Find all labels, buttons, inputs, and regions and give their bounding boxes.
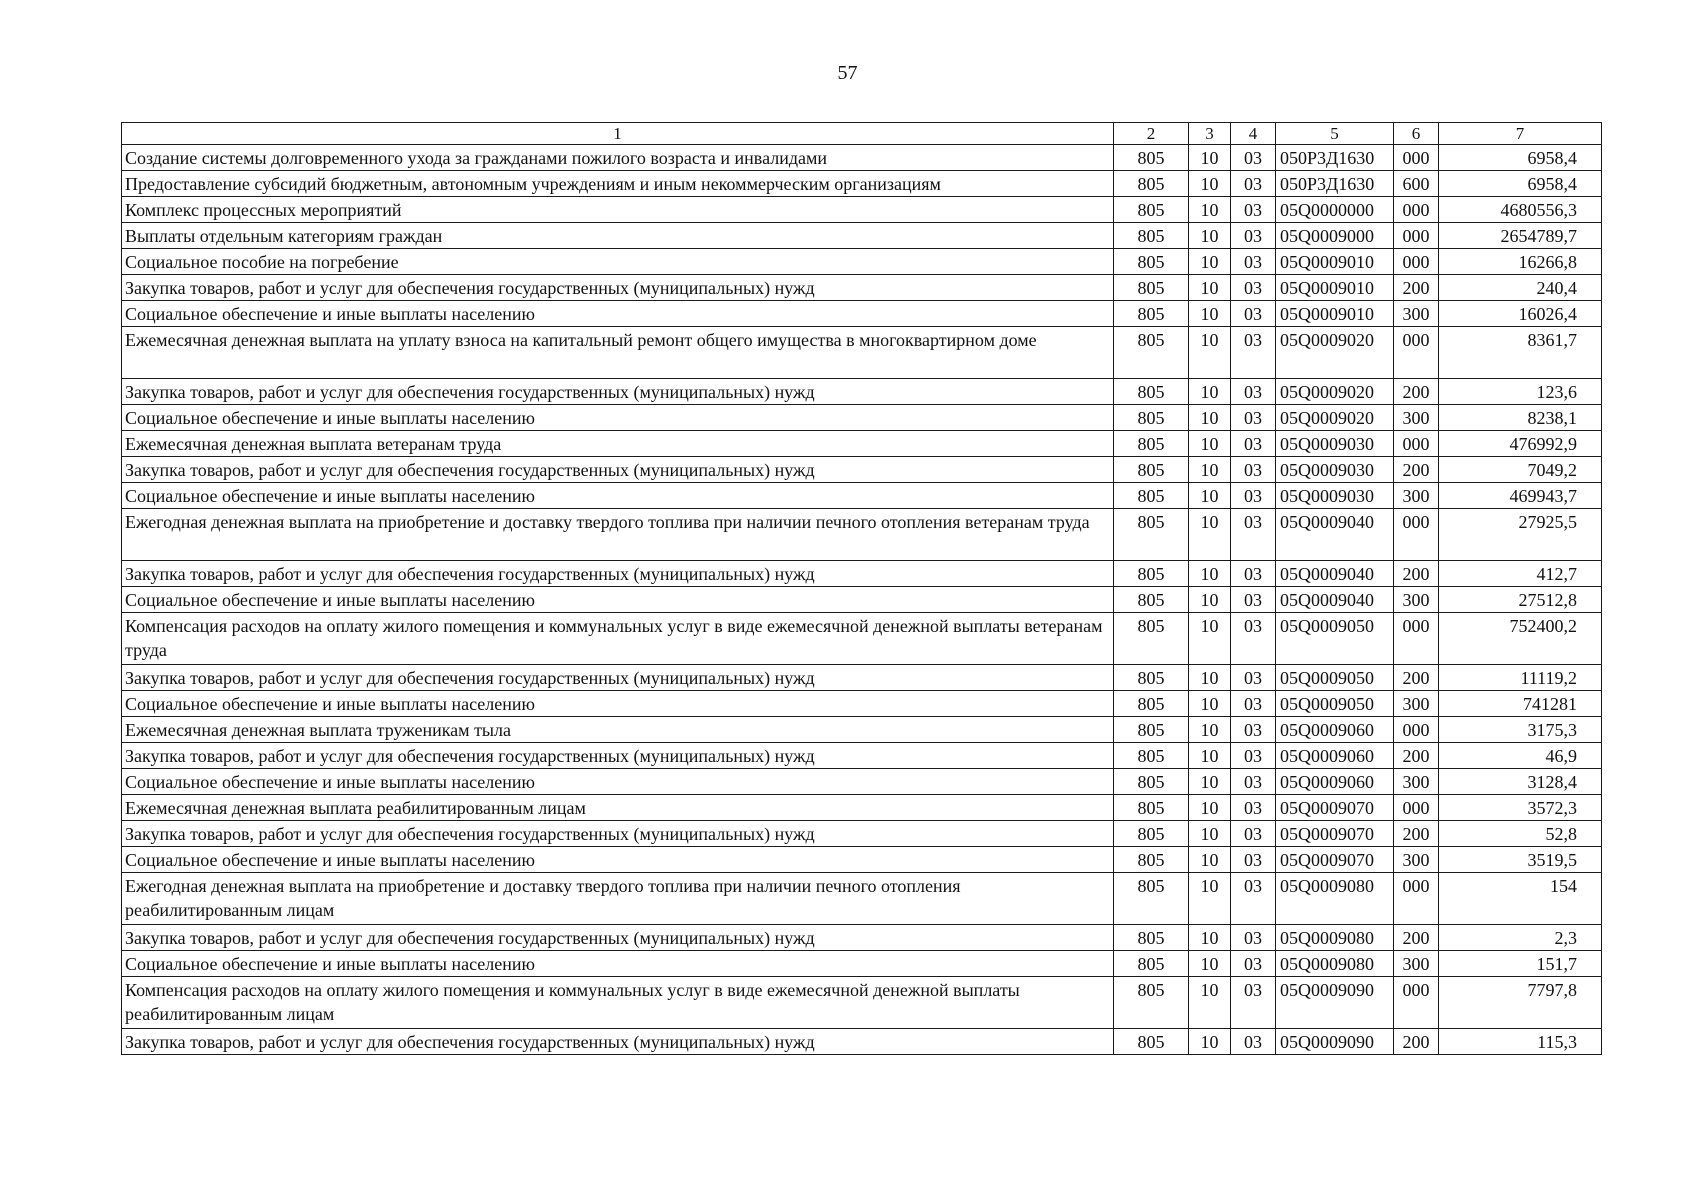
- cell-amount: 115,3: [1439, 1029, 1602, 1055]
- page-number: 57: [837, 62, 858, 84]
- cell-target-article: 05Q0009060: [1276, 717, 1394, 743]
- table-row: [122, 587, 1602, 613]
- cell-ministry-code: 805: [1114, 691, 1189, 717]
- cell-subsection: 03: [1231, 977, 1276, 1029]
- cell-expense-type: 000: [1394, 613, 1439, 665]
- header-cell-4: 4: [1231, 123, 1276, 145]
- cell-ministry-code: 805: [1114, 431, 1189, 457]
- cell-section: 10: [1189, 561, 1231, 587]
- cell-amount: 16026,4: [1439, 301, 1602, 327]
- cell-expense-type: 300: [1394, 691, 1439, 717]
- table-row: [122, 769, 1602, 795]
- cell-expense-type: 000: [1394, 249, 1439, 275]
- cell-target-article: 05Q0009030: [1276, 431, 1394, 457]
- cell-expense-type: 000: [1394, 197, 1439, 223]
- table-row: [122, 665, 1602, 691]
- table-row: [122, 847, 1602, 873]
- table-row: [122, 327, 1602, 379]
- cell-target-article: 05Q0009050: [1276, 691, 1394, 717]
- table-row: [122, 301, 1602, 327]
- table-row: [122, 145, 1602, 171]
- cell-section: 10: [1189, 847, 1231, 873]
- cell-section: 10: [1189, 951, 1231, 977]
- cell-ministry-code: 805: [1114, 275, 1189, 301]
- cell-section: 10: [1189, 301, 1231, 327]
- budget-table: [121, 122, 1602, 1055]
- header-cell-5: 5: [1276, 123, 1394, 145]
- header-cell-7: 7: [1439, 123, 1602, 145]
- cell-target-article: 050Р3Д1630: [1276, 171, 1394, 197]
- cell-subsection: 03: [1231, 587, 1276, 613]
- table-row: [122, 431, 1602, 457]
- cell-amount: 4680556,3: [1439, 197, 1602, 223]
- table-row: [122, 171, 1602, 197]
- table-row: [122, 405, 1602, 431]
- cell-target-article: 05Q0009030: [1276, 483, 1394, 509]
- header-cell-2: 2: [1114, 123, 1189, 145]
- cell-target-article: 05Q0009060: [1276, 743, 1394, 769]
- cell-amount: 476992,9: [1439, 431, 1602, 457]
- cell-amount: 412,7: [1439, 561, 1602, 587]
- cell-amount: 752400,2: [1439, 613, 1602, 665]
- cell-amount: 11119,2: [1439, 665, 1602, 691]
- cell-section: 10: [1189, 431, 1231, 457]
- cell-section: 10: [1189, 197, 1231, 223]
- cell-target-article: 05Q0009060: [1276, 769, 1394, 795]
- cell-expense-name: Компенсация расходов на оплату жилого помещения и коммунальных услуг в виде ежемесячной денежной выплаты реабилитированным лицам: [122, 977, 1114, 1029]
- cell-section: 10: [1189, 795, 1231, 821]
- cell-subsection: 03: [1231, 223, 1276, 249]
- cell-target-article: 050Р3Д1630: [1276, 145, 1394, 171]
- cell-expense-name: Закупка товаров, работ и услуг для обеспечения государственных (муниципальных) нужд: [122, 821, 1114, 847]
- header-cell-6: 6: [1394, 123, 1439, 145]
- cell-section: 10: [1189, 587, 1231, 613]
- cell-section: 10: [1189, 821, 1231, 847]
- cell-ministry-code: 805: [1114, 613, 1189, 665]
- cell-section: 10: [1189, 405, 1231, 431]
- cell-amount: 16266,8: [1439, 249, 1602, 275]
- cell-amount: 240,4: [1439, 275, 1602, 301]
- cell-subsection: 03: [1231, 405, 1276, 431]
- cell-ministry-code: 805: [1114, 405, 1189, 431]
- table-row: [122, 691, 1602, 717]
- cell-expense-type: 200: [1394, 379, 1439, 405]
- cell-target-article: 05Q0009020: [1276, 327, 1394, 379]
- cell-expense-type: 300: [1394, 301, 1439, 327]
- cell-expense-name: Социальное обеспечение и иные выплаты населению: [122, 691, 1114, 717]
- cell-ministry-code: 805: [1114, 301, 1189, 327]
- cell-expense-type: 300: [1394, 405, 1439, 431]
- table-row: [122, 717, 1602, 743]
- cell-expense-name: Ежемесячная денежная выплата труженикам тыла: [122, 717, 1114, 743]
- cell-target-article: 05Q0009090: [1276, 977, 1394, 1029]
- cell-ministry-code: 805: [1114, 1029, 1189, 1055]
- cell-expense-type: 300: [1394, 769, 1439, 795]
- cell-amount: 3175,3: [1439, 717, 1602, 743]
- cell-ministry-code: 805: [1114, 509, 1189, 561]
- cell-subsection: 03: [1231, 483, 1276, 509]
- cell-subsection: 03: [1231, 691, 1276, 717]
- cell-expense-name: Ежегодная денежная выплата на приобретение и доставку твердого топлива при наличии печного отопления ветеранам труда: [122, 509, 1114, 561]
- table-row: [122, 561, 1602, 587]
- cell-subsection: 03: [1231, 561, 1276, 587]
- cell-target-article: 05Q0009020: [1276, 405, 1394, 431]
- cell-expense-type: 200: [1394, 925, 1439, 951]
- cell-subsection: 03: [1231, 821, 1276, 847]
- cell-section: 10: [1189, 873, 1231, 925]
- table-row: [122, 1029, 1602, 1055]
- cell-amount: 8361,7: [1439, 327, 1602, 379]
- cell-expense-name: Закупка товаров, работ и услуг для обеспечения государственных (муниципальных) нужд: [122, 561, 1114, 587]
- cell-section: 10: [1189, 665, 1231, 691]
- cell-ministry-code: 805: [1114, 821, 1189, 847]
- cell-ministry-code: 805: [1114, 171, 1189, 197]
- cell-expense-type: 200: [1394, 743, 1439, 769]
- table-row: [122, 977, 1602, 1029]
- cell-expense-name: Закупка товаров, работ и услуг для обеспечения государственных (муниципальных) нужд: [122, 1029, 1114, 1055]
- cell-subsection: 03: [1231, 171, 1276, 197]
- table-row: [122, 821, 1602, 847]
- cell-ministry-code: 805: [1114, 665, 1189, 691]
- cell-ministry-code: 805: [1114, 873, 1189, 925]
- cell-amount: 8238,1: [1439, 405, 1602, 431]
- cell-amount: 6958,4: [1439, 171, 1602, 197]
- cell-expense-type: 200: [1394, 1029, 1439, 1055]
- table-row: [122, 483, 1602, 509]
- cell-section: 10: [1189, 275, 1231, 301]
- table-row: [122, 249, 1602, 275]
- cell-amount: 7049,2: [1439, 457, 1602, 483]
- cell-subsection: 03: [1231, 873, 1276, 925]
- cell-expense-name: Ежемесячная денежная выплата на уплату взноса на капитальный ремонт общего имущества в многоквартирном доме: [122, 327, 1114, 379]
- cell-amount: 2654789,7: [1439, 223, 1602, 249]
- cell-expense-name: Комплекс процессных мероприятий: [122, 197, 1114, 223]
- cell-expense-type: 000: [1394, 145, 1439, 171]
- cell-expense-name: Социальное обеспечение и иные выплаты населению: [122, 587, 1114, 613]
- cell-expense-type: 300: [1394, 483, 1439, 509]
- cell-expense-type: 300: [1394, 847, 1439, 873]
- cell-amount: 3519,5: [1439, 847, 1602, 873]
- cell-expense-name: Закупка товаров, работ и услуг для обеспечения государственных (муниципальных) нужд: [122, 925, 1114, 951]
- table-row: [122, 613, 1602, 665]
- cell-amount: 27925,5: [1439, 509, 1602, 561]
- cell-ministry-code: 805: [1114, 457, 1189, 483]
- table-row: [122, 223, 1602, 249]
- table-header-row: [122, 123, 1602, 145]
- cell-target-article: 05Q0009020: [1276, 379, 1394, 405]
- cell-expense-name: Социальное обеспечение и иные выплаты населению: [122, 301, 1114, 327]
- cell-expense-type: 000: [1394, 795, 1439, 821]
- cell-amount: 6958,4: [1439, 145, 1602, 171]
- cell-section: 10: [1189, 249, 1231, 275]
- cell-target-article: 05Q0009040: [1276, 561, 1394, 587]
- cell-expense-name: Создание системы долговременного ухода за гражданами пожилого возраста и инвалидами: [122, 145, 1114, 171]
- cell-amount: 46,9: [1439, 743, 1602, 769]
- cell-section: 10: [1189, 145, 1231, 171]
- cell-section: 10: [1189, 717, 1231, 743]
- cell-subsection: 03: [1231, 327, 1276, 379]
- cell-section: 10: [1189, 743, 1231, 769]
- cell-expense-type: 000: [1394, 327, 1439, 379]
- header-cell-3: 3: [1189, 123, 1231, 145]
- cell-ministry-code: 805: [1114, 327, 1189, 379]
- cell-ministry-code: 805: [1114, 483, 1189, 509]
- cell-subsection: 03: [1231, 613, 1276, 665]
- cell-ministry-code: 805: [1114, 249, 1189, 275]
- cell-expense-type: 000: [1394, 509, 1439, 561]
- cell-amount: 2,3: [1439, 925, 1602, 951]
- table-row: [122, 379, 1602, 405]
- cell-target-article: 05Q0009000: [1276, 223, 1394, 249]
- cell-subsection: 03: [1231, 197, 1276, 223]
- cell-subsection: 03: [1231, 275, 1276, 301]
- cell-expense-name: Ежемесячная денежная выплата ветеранам труда: [122, 431, 1114, 457]
- cell-amount: 123,6: [1439, 379, 1602, 405]
- cell-ministry-code: 805: [1114, 223, 1189, 249]
- cell-expense-name: Социальное обеспечение и иные выплаты населению: [122, 483, 1114, 509]
- cell-amount: 154: [1439, 873, 1602, 925]
- cell-expense-type: 000: [1394, 977, 1439, 1029]
- table-row: [122, 925, 1602, 951]
- cell-section: 10: [1189, 509, 1231, 561]
- cell-amount: 469943,7: [1439, 483, 1602, 509]
- cell-section: 10: [1189, 925, 1231, 951]
- cell-section: 10: [1189, 977, 1231, 1029]
- cell-expense-type: 000: [1394, 717, 1439, 743]
- cell-target-article: 05Q0009080: [1276, 925, 1394, 951]
- cell-target-article: 05Q0009010: [1276, 275, 1394, 301]
- cell-target-article: 05Q0009070: [1276, 821, 1394, 847]
- cell-subsection: 03: [1231, 847, 1276, 873]
- cell-amount: 151,7: [1439, 951, 1602, 977]
- cell-ministry-code: 805: [1114, 795, 1189, 821]
- cell-expense-type: 200: [1394, 561, 1439, 587]
- cell-section: 10: [1189, 613, 1231, 665]
- cell-ministry-code: 805: [1114, 145, 1189, 171]
- cell-ministry-code: 805: [1114, 847, 1189, 873]
- cell-expense-name: Закупка товаров, работ и услуг для обеспечения государственных (муниципальных) нужд: [122, 665, 1114, 691]
- cell-target-article: 05Q0009040: [1276, 587, 1394, 613]
- cell-expense-name: Социальное обеспечение и иные выплаты населению: [122, 847, 1114, 873]
- cell-section: 10: [1189, 1029, 1231, 1055]
- table-row: [122, 197, 1602, 223]
- cell-expense-type: 200: [1394, 275, 1439, 301]
- cell-expense-name: Закупка товаров, работ и услуг для обеспечения государственных (муниципальных) нужд: [122, 275, 1114, 301]
- cell-ministry-code: 805: [1114, 717, 1189, 743]
- table-row: [122, 275, 1602, 301]
- cell-section: 10: [1189, 483, 1231, 509]
- cell-ministry-code: 805: [1114, 977, 1189, 1029]
- cell-subsection: 03: [1231, 925, 1276, 951]
- cell-expense-name: Социальное обеспечение и иные выплаты населению: [122, 951, 1114, 977]
- cell-expense-name: Закупка товаров, работ и услуг для обеспечения государственных (муниципальных) нужд: [122, 457, 1114, 483]
- cell-expense-type: 200: [1394, 457, 1439, 483]
- cell-subsection: 03: [1231, 1029, 1276, 1055]
- cell-section: 10: [1189, 379, 1231, 405]
- cell-amount: 7797,8: [1439, 977, 1602, 1029]
- cell-subsection: 03: [1231, 431, 1276, 457]
- table-row: [122, 457, 1602, 483]
- table-row: [122, 873, 1602, 925]
- cell-subsection: 03: [1231, 301, 1276, 327]
- cell-expense-name: Выплаты отдельным категориям граждан: [122, 223, 1114, 249]
- cell-target-article: 05Q0000000: [1276, 197, 1394, 223]
- cell-target-article: 05Q0009040: [1276, 509, 1394, 561]
- cell-expense-name: Предоставление субсидий бюджетным, автономным учреждениям и иным некоммерческим организациям: [122, 171, 1114, 197]
- cell-target-article: 05Q0009010: [1276, 249, 1394, 275]
- table-body: [122, 123, 1602, 1055]
- cell-subsection: 03: [1231, 743, 1276, 769]
- cell-subsection: 03: [1231, 457, 1276, 483]
- cell-ministry-code: 805: [1114, 561, 1189, 587]
- cell-expense-name: Компенсация расходов на оплату жилого помещения и коммунальных услуг в виде ежемесячной денежной выплаты ветеранам труда: [122, 613, 1114, 665]
- cell-expense-name: Закупка товаров, работ и услуг для обеспечения государственных (муниципальных) нужд: [122, 379, 1114, 405]
- cell-target-article: 05Q0009070: [1276, 847, 1394, 873]
- cell-ministry-code: 805: [1114, 951, 1189, 977]
- cell-expense-name: Ежегодная денежная выплата на приобретение и доставку твердого топлива при наличии печного отопления реабилитированным лицам: [122, 873, 1114, 925]
- cell-section: 10: [1189, 327, 1231, 379]
- cell-subsection: 03: [1231, 795, 1276, 821]
- cell-expense-type: 300: [1394, 587, 1439, 613]
- cell-amount: 52,8: [1439, 821, 1602, 847]
- cell-subsection: 03: [1231, 509, 1276, 561]
- cell-subsection: 03: [1231, 951, 1276, 977]
- cell-amount: 3128,4: [1439, 769, 1602, 795]
- cell-section: 10: [1189, 691, 1231, 717]
- cell-subsection: 03: [1231, 145, 1276, 171]
- table-row: [122, 795, 1602, 821]
- cell-subsection: 03: [1231, 379, 1276, 405]
- cell-target-article: 05Q0009080: [1276, 873, 1394, 925]
- cell-expense-type: 000: [1394, 431, 1439, 457]
- cell-subsection: 03: [1231, 717, 1276, 743]
- table-row: [122, 509, 1602, 561]
- table-row: [122, 743, 1602, 769]
- cell-expense-type: 200: [1394, 665, 1439, 691]
- cell-target-article: 05Q0009070: [1276, 795, 1394, 821]
- cell-ministry-code: 805: [1114, 379, 1189, 405]
- cell-expense-type: 200: [1394, 821, 1439, 847]
- cell-expense-type: 300: [1394, 951, 1439, 977]
- cell-target-article: 05Q0009050: [1276, 665, 1394, 691]
- cell-expense-type: 000: [1394, 873, 1439, 925]
- cell-section: 10: [1189, 457, 1231, 483]
- cell-subsection: 03: [1231, 665, 1276, 691]
- cell-ministry-code: 805: [1114, 769, 1189, 795]
- cell-target-article: 05Q0009010: [1276, 301, 1394, 327]
- cell-expense-type: 000: [1394, 223, 1439, 249]
- cell-target-article: 05Q0009050: [1276, 613, 1394, 665]
- cell-ministry-code: 805: [1114, 587, 1189, 613]
- cell-target-article: 05Q0009080: [1276, 951, 1394, 977]
- cell-section: 10: [1189, 769, 1231, 795]
- cell-expense-type: 600: [1394, 171, 1439, 197]
- cell-amount: 3572,3: [1439, 795, 1602, 821]
- cell-expense-name: Социальное обеспечение и иные выплаты населению: [122, 769, 1114, 795]
- cell-ministry-code: 805: [1114, 925, 1189, 951]
- cell-section: 10: [1189, 223, 1231, 249]
- cell-expense-name: Закупка товаров, работ и услуг для обеспечения государственных (муниципальных) нужд: [122, 743, 1114, 769]
- cell-expense-name: Социальное обеспечение и иные выплаты населению: [122, 405, 1114, 431]
- header-cell-1: 1: [122, 123, 1114, 145]
- cell-subsection: 03: [1231, 769, 1276, 795]
- cell-expense-name: Социальное пособие на погребение: [122, 249, 1114, 275]
- cell-target-article: 05Q0009090: [1276, 1029, 1394, 1055]
- cell-amount: 741281: [1439, 691, 1602, 717]
- cell-ministry-code: 805: [1114, 743, 1189, 769]
- cell-target-article: 05Q0009030: [1276, 457, 1394, 483]
- cell-amount: 27512,8: [1439, 587, 1602, 613]
- table-row: [122, 951, 1602, 977]
- cell-subsection: 03: [1231, 249, 1276, 275]
- cell-expense-name: Ежемесячная денежная выплата реабилитированным лицам: [122, 795, 1114, 821]
- cell-ministry-code: 805: [1114, 197, 1189, 223]
- cell-section: 10: [1189, 171, 1231, 197]
